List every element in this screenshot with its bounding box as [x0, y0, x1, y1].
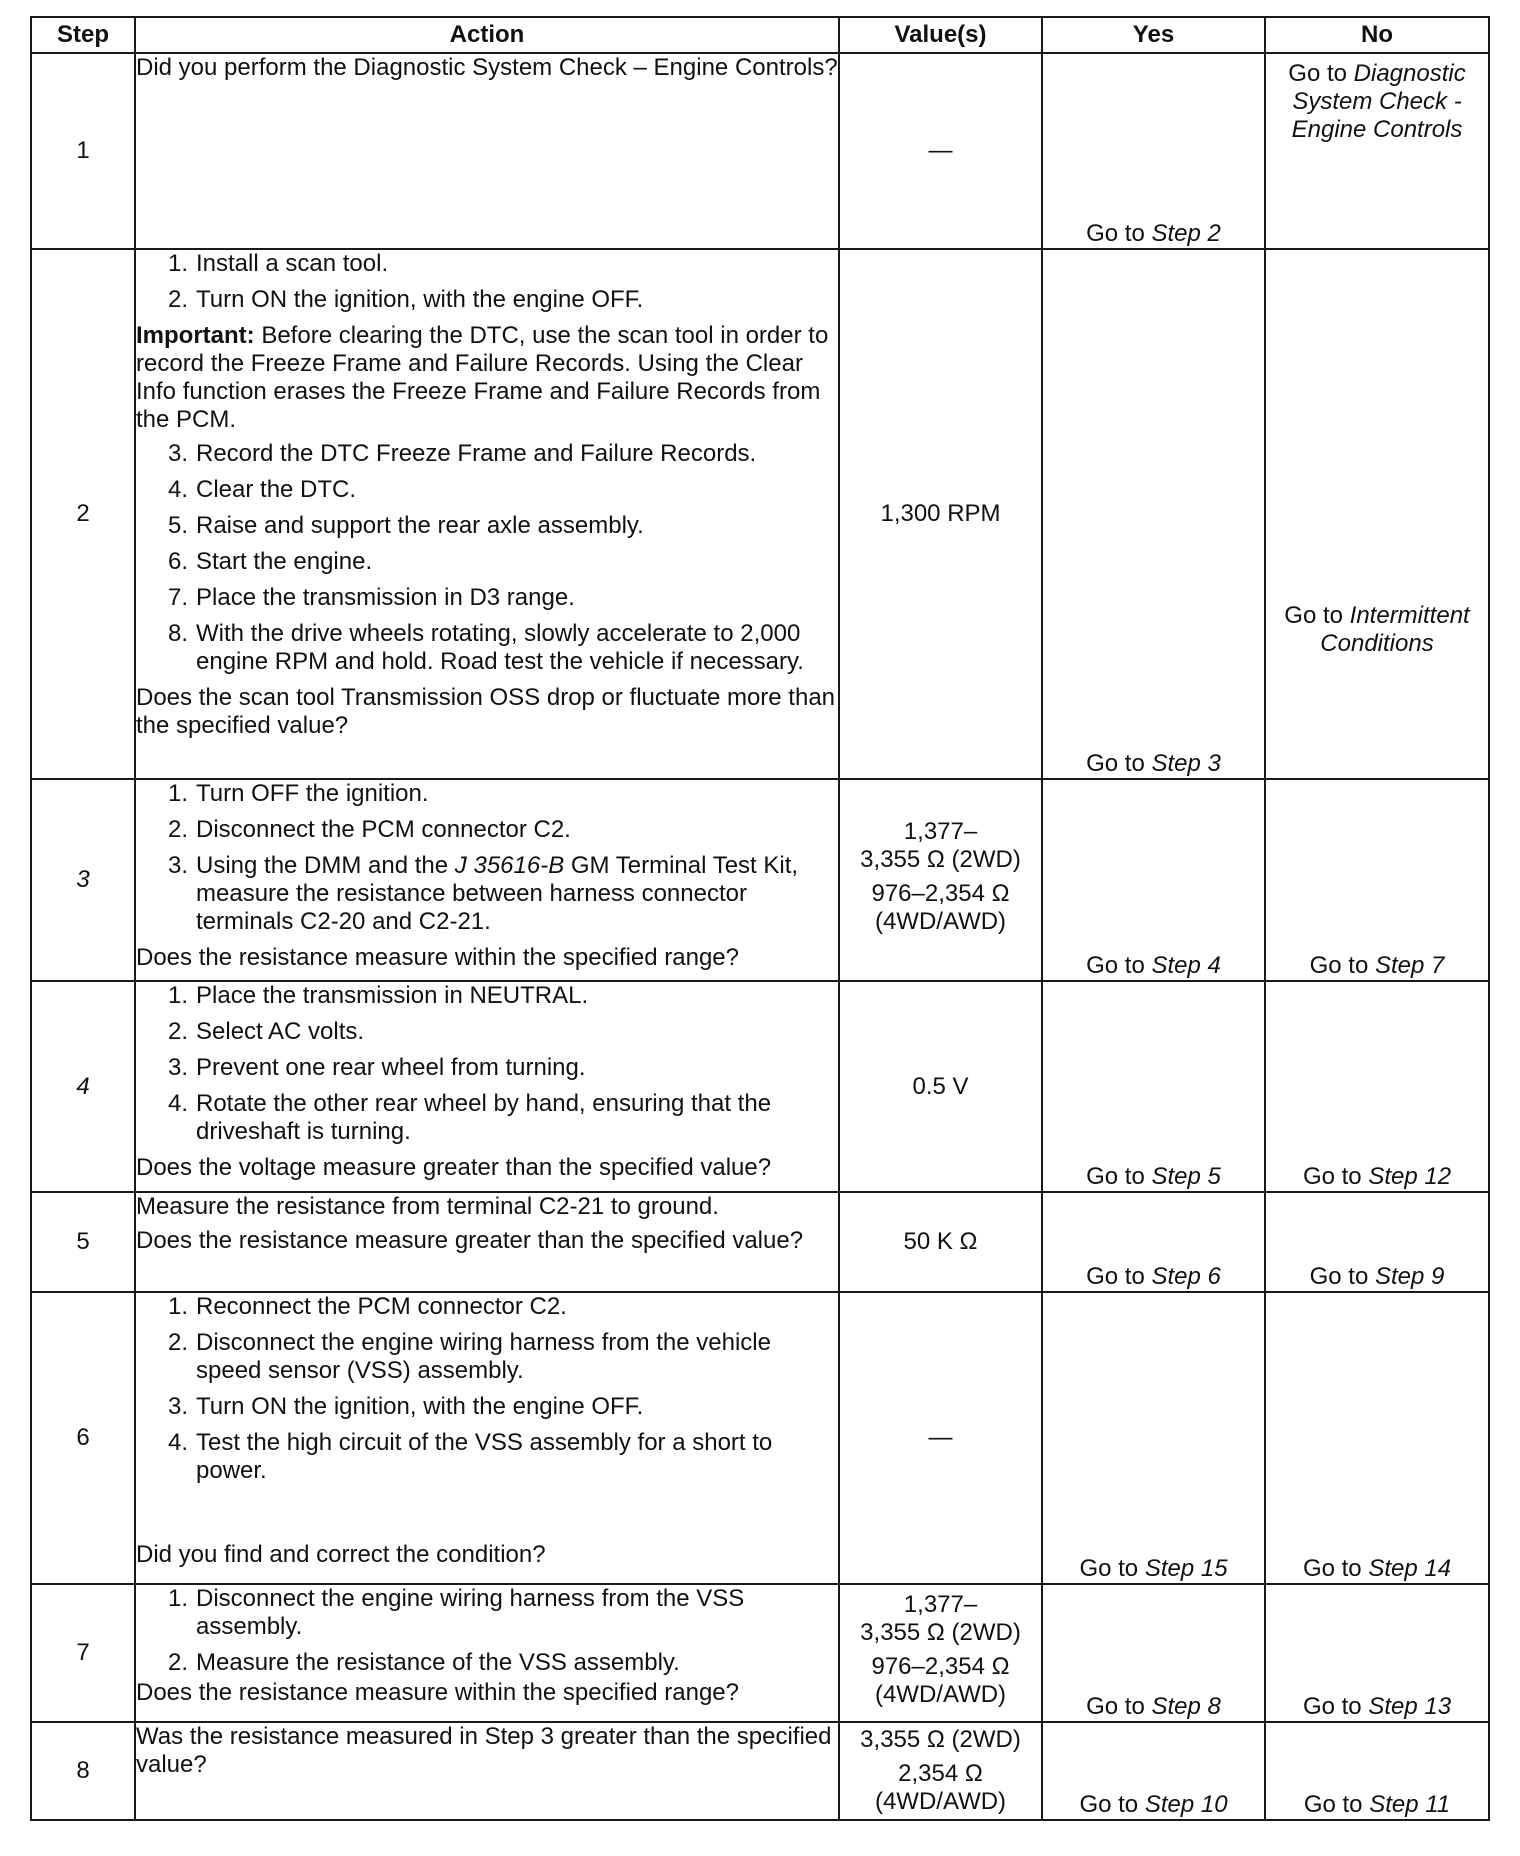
- step-number: 2: [31, 249, 135, 779]
- step-number: 6: [31, 1292, 135, 1584]
- value-cell: 1,300 RPM: [839, 249, 1042, 779]
- yes-cell: Go to Step 15: [1042, 1292, 1265, 1584]
- no-cell: Go to Step 13: [1265, 1584, 1489, 1722]
- list-item: 6. Start the engine.: [167, 548, 373, 575]
- action-question: Does the resistance measure within the specified range?: [136, 1679, 739, 1706]
- action-cell: [135, 779, 839, 981]
- step-link[interactable]: Step 3: [1151, 750, 1221, 777]
- list-item: 2. Measure the resistance of the VSS assembly.: [167, 1649, 680, 1676]
- table-row: [31, 779, 1489, 981]
- step-link[interactable]: Step 9: [1374, 1263, 1445, 1290]
- no-cell: Go to Diagnostic System Check - Engine Controls: [1265, 53, 1489, 249]
- step-link[interactable]: Step 12: [1368, 1163, 1452, 1190]
- list-item: 3. Turn ON the ignition, with the engine OFF.: [167, 1393, 644, 1420]
- value-cell: 1,377– 3,355 Ω (2WD) 976–2,354 Ω (4WD/AWD): [839, 1584, 1042, 1722]
- yes-cell: Go to Step 2: [1042, 53, 1265, 249]
- table-row: [31, 1722, 1489, 1820]
- value-cell: 3,355 Ω (2WD) 2,354 Ω (4WD/AWD): [839, 1722, 1042, 1820]
- table-row: [31, 1584, 1489, 1722]
- no-cell: Go to Step 14: [1265, 1292, 1489, 1584]
- step-link[interactable]: Step 4: [1151, 952, 1221, 979]
- list-item: 4. Clear the DTC.: [167, 476, 357, 503]
- step-number: 3: [31, 779, 135, 981]
- action-list: [136, 440, 838, 676]
- step-link[interactable]: Step 14: [1368, 1555, 1452, 1582]
- step-number: 1: [31, 53, 135, 249]
- header-value: Value(s): [839, 17, 1042, 53]
- action-question: Was the resistance measured in Step 3 greater than the specified value?: [136, 1723, 832, 1778]
- step-number: 4: [31, 981, 135, 1192]
- table-row: [31, 53, 1489, 249]
- action-list: [136, 982, 838, 1146]
- table-row: [31, 1192, 1489, 1292]
- list-item: 7. Place the transmission in D3 range.: [167, 584, 575, 611]
- header-action: Action: [135, 17, 839, 53]
- action-cell: [135, 1722, 839, 1820]
- important-note: Important: Before clearing the DTC, use the scan tool in order to record the Freeze Frame and Failure Records. Using the Clear Info function erases the Freeze Frame and Failure Records from the PCM.: [136, 322, 829, 433]
- list-item: 1. Place the transmission in NEUTRAL.: [167, 982, 589, 1009]
- yes-cell: Go to Step 4: [1042, 779, 1265, 981]
- no-cell: Go to Step 7: [1265, 779, 1489, 981]
- step-number: 8: [31, 1722, 135, 1820]
- no-cell: Go to Step 9: [1265, 1192, 1489, 1292]
- tool-reference: J 35616-B: [454, 852, 565, 879]
- table-row: [31, 1292, 1489, 1584]
- header-yes: Yes: [1042, 17, 1265, 53]
- step-link[interactable]: Step 10: [1144, 1791, 1228, 1818]
- value-cell: 1,377– 3,355 Ω (2WD) 976–2,354 Ω (4WD/AWD): [839, 779, 1042, 981]
- procedure-link[interactable]: Diagnostic System Check - Engine Controls: [1291, 60, 1466, 143]
- list-item: 3. Using the DMM and the J 35616-B GM Terminal Test Kit, measure the resistance between harness connector terminals C2-20 and C2-21.: [167, 852, 799, 935]
- step-link[interactable]: Step 8: [1151, 1693, 1221, 1720]
- action-question: Did you find and correct the condition?: [136, 1541, 546, 1568]
- list-item: 3. Record the DTC Freeze Frame and Failure Records.: [167, 440, 757, 467]
- list-item: 2. Disconnect the engine wiring harness from the vehicle speed sensor (VSS) assembly.: [167, 1329, 771, 1384]
- action-cell: [135, 53, 839, 249]
- action-question: Does the resistance measure within the specified range?: [136, 944, 739, 971]
- list-item: 1. Disconnect the engine wiring harness from the VSS assembly.: [167, 1585, 745, 1640]
- list-item: 2. Select AC volts.: [167, 1018, 365, 1045]
- action-list: [136, 1585, 838, 1677]
- yes-cell: Go to Step 5: [1042, 981, 1265, 1192]
- value-cell: —: [839, 53, 1042, 249]
- step-link[interactable]: Step 2: [1151, 220, 1221, 247]
- step-link[interactable]: Step 6: [1151, 1263, 1221, 1290]
- yes-cell: Go to Step 8: [1042, 1584, 1265, 1722]
- step-number: 7: [31, 1584, 135, 1722]
- list-item: 4. Rotate the other rear wheel by hand, ensuring that the driveshaft is turning.: [167, 1090, 772, 1145]
- action-list: [136, 250, 838, 314]
- list-item: 1. Install a scan tool.: [167, 250, 389, 277]
- list-item: 2. Turn ON the ignition, with the engine OFF.: [167, 286, 644, 313]
- action-text: Measure the resistance from terminal C2-21 to ground.: [136, 1193, 719, 1220]
- action-question: Did you perform the Diagnostic System Check – Engine Controls?: [136, 54, 838, 81]
- action-question: Does the scan tool Transmission OSS drop or fluctuate more than the specified value?: [136, 684, 836, 739]
- no-cell: Go to Step 12: [1265, 981, 1489, 1192]
- step-number: 5: [31, 1192, 135, 1292]
- step-link[interactable]: Step 5: [1151, 1163, 1221, 1190]
- yes-cell: Go to Step 6: [1042, 1192, 1265, 1292]
- list-item: 8. With the drive wheels rotating, slowly accelerate to 2,000 engine RPM and hold. Road test the vehicle if necessary.: [167, 620, 804, 675]
- header-row: [31, 17, 1489, 53]
- table-row: [31, 981, 1489, 1192]
- procedure-link[interactable]: Intermittent Conditions: [1320, 602, 1470, 657]
- step-link[interactable]: Step 15: [1144, 1555, 1228, 1582]
- action-list: [136, 1293, 838, 1493]
- action-question: Does the voltage measure greater than the specified value?: [136, 1154, 772, 1181]
- no-cell: Go to Intermittent Conditions: [1265, 249, 1489, 779]
- step-link[interactable]: Step 13: [1368, 1693, 1452, 1720]
- value-cell: 0.5 V: [839, 981, 1042, 1192]
- no-cell: Go to Step 11: [1265, 1722, 1489, 1820]
- action-question: Does the resistance measure greater than the specified value?: [136, 1227, 804, 1254]
- value-cell: —: [839, 1292, 1042, 1584]
- yes-cell: Go to Step 3: [1042, 249, 1265, 779]
- list-item: 1. Reconnect the PCM connector C2.: [167, 1293, 567, 1320]
- value-cell: 50 K Ω: [839, 1192, 1042, 1292]
- action-cell: [135, 1192, 839, 1292]
- step-link[interactable]: Step 7: [1374, 952, 1445, 979]
- list-item: 5. Raise and support the rear axle assembly.: [167, 512, 644, 539]
- step-link[interactable]: Step 11: [1369, 1791, 1451, 1818]
- action-cell: [135, 1292, 839, 1584]
- action-cell: [135, 249, 839, 779]
- action-cell: [135, 981, 839, 1192]
- yes-cell: Go to Step 10: [1042, 1722, 1265, 1820]
- list-item: 4. Test the high circuit of the VSS assembly for a short to power.: [167, 1429, 773, 1484]
- list-item: 1. Turn OFF the ignition.: [167, 780, 429, 807]
- list-item: 3. Prevent one rear wheel from turning.: [167, 1054, 586, 1081]
- header-no: No: [1265, 17, 1489, 53]
- action-list: [136, 780, 838, 936]
- diagnostic-table: [30, 16, 1490, 1821]
- header-step: Step: [31, 17, 135, 53]
- table-row: [31, 249, 1489, 779]
- list-item: 2. Disconnect the PCM connector C2.: [167, 816, 571, 843]
- action-cell: [135, 1584, 839, 1722]
